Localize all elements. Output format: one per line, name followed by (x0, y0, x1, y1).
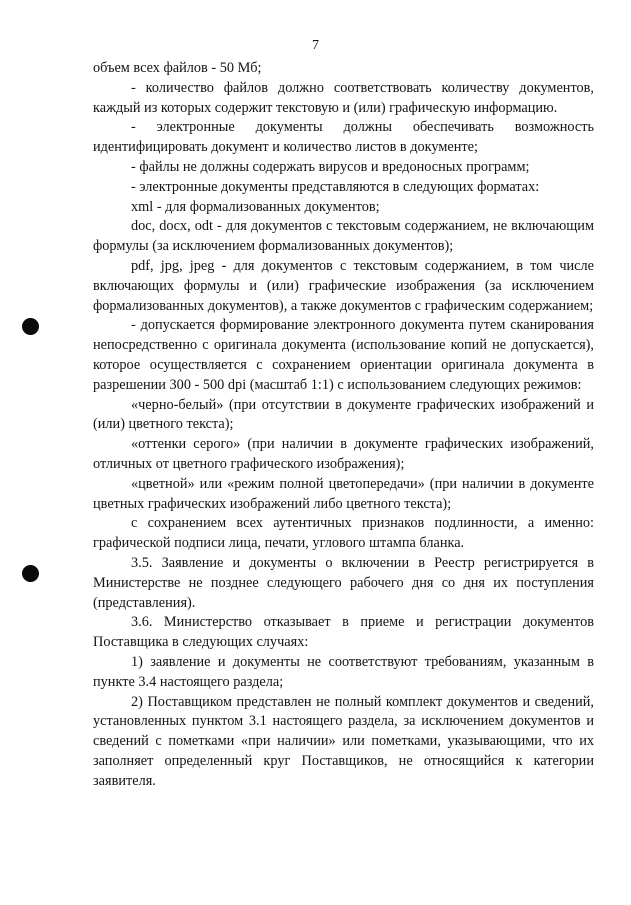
paragraph-1: объем всех файлов - 50 Мб; (93, 60, 262, 76)
paragraph-5: - электронные документы представляются в следующих форматах: (131, 178, 540, 195)
punch-hole-top (22, 318, 39, 335)
paragraph-3: - электронные документы должны обеспечивать возможность идентифицировать документ и количество листов в документе; (93, 119, 594, 156)
punch-hole-bottom (22, 565, 39, 582)
paragraph-14: 3.5. Заявление и документы о включении в Реестр регистрируется в Министерстве не позднее следующего рабочего дня со дня их поступления (представления). (93, 554, 594, 611)
paragraph-16: 1) заявление и документы не соответствуют требованиям, указанным в пункте 3.4 настоящего раздела; (93, 653, 594, 690)
paragraph-4: - файлы не должны содержать вирусов и вредоносных программ; (131, 158, 530, 175)
paragraph-2: - количество файлов должно соответствовать количеству документов, каждый из которых содержит текстовую и (или) графическую информацию. (93, 79, 594, 116)
paragraph-9: - допускается формирование электронного документа путем сканирования непосредственно с оригинала документа (использование копий не допускается), которое осуществляется с сохранением ориентации оригинала документа в разрешении 300 - 500 dpi (масштаб 1:1) с использованием следующих режимов: (93, 317, 594, 393)
paragraph-10: «черно-белый» (при отсутствии в документе графических изображений и (или) цветного текста); (93, 396, 594, 433)
document-body (93, 59, 594, 791)
paragraph-17: 2) Поставщиком представлен не полный комплект документов и сведений, установленных пунктом 3.1 настоящего раздела, за исключением документов и сведений с пометками «при наличии» или пометками, указывающими, что их заполняет определенный круг Поставщиков, не относящийся к категории заявителя. (93, 693, 594, 789)
paragraph-15: 3.6. Министерство отказывает в приеме и регистрации документов Поставщика в следующих случаях: (93, 614, 594, 651)
paragraph-11: «оттенки серого» (при наличии в документе графических изображений, отличных от цветного графического изображения); (93, 436, 594, 472)
paragraph-8: pdf, jpg, jpeg - для документов с текстовым содержанием, в том числе включающих формулы и (или) графические изображения (за исключением формализованных документов), а также документов с графическим содержанием; (93, 257, 594, 314)
paragraph-7: doc, docx, odt - для документов с текстовым содержанием, не включающим формулы (за исключением формализованных документов); (93, 218, 594, 255)
page-number: 7 (312, 38, 319, 53)
paragraph-6: xml - для формализованных документов; (131, 198, 380, 215)
paragraph-13: с сохранением всех аутентичных признаков подлинности, а именно: графической подписи лица, печати, углового штампа бланка. (93, 515, 594, 552)
paragraph-12: «цветной» или «режим полной цветопередачи» (при наличии в документе цветных графических изображений либо цветного текста); (93, 475, 594, 512)
